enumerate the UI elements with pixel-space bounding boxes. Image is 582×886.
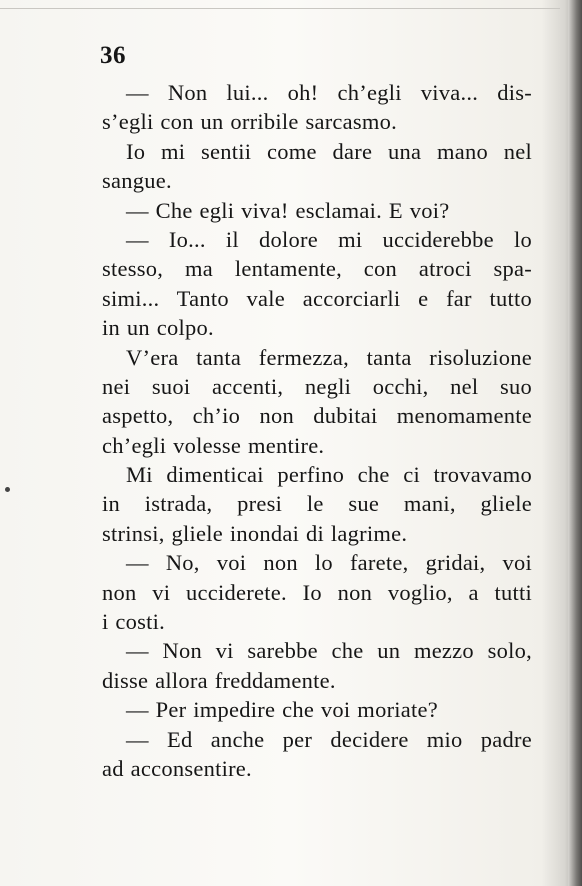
text-line: nei suoi accenti, negli occhi, nel suo: [102, 373, 532, 399]
page-number: 36: [100, 42, 126, 69]
text-line: sangue.: [102, 168, 172, 194]
text-line: Mi dimenticai perfino che ci trovavamo: [126, 462, 532, 488]
text-line: disse allora freddamente.: [102, 667, 336, 693]
text-line: ad acconsentire.: [102, 755, 252, 781]
text-line: — Non vi sarebbe che un mezzo solo,: [126, 638, 532, 664]
stray-ink-dot: [5, 487, 10, 492]
text-line: — Per impedire che voi moriate?: [126, 697, 439, 723]
text-line: — Che egli viva! esclamai. E voi?: [126, 197, 450, 223]
text-line: — Ed anche per decidere mio padre: [126, 726, 532, 752]
top-rule: [0, 8, 560, 9]
body-text: [102, 78, 532, 783]
text-line: aspetto, ch’io non dubitai menomamente: [102, 403, 532, 429]
text-line: i costi.: [102, 609, 165, 635]
text-line: strinsi, gliele inondai di lagrime.: [102, 520, 408, 546]
text-line: s’egli con un orribile sarcasmo.: [102, 109, 398, 135]
text-line: V’era tanta fermezza, tanta risoluzione: [126, 344, 532, 370]
text-line: non vi ucciderete. Io non voglio, a tutti: [102, 579, 532, 605]
text-line: ch’egli volesse mentire.: [102, 432, 325, 458]
page-gutter-shadow: [568, 0, 582, 886]
text-line: in istrada, presi le sue mani, gliele: [102, 491, 532, 517]
text-line: — Non lui... oh! ch’egli viva... dis-: [126, 80, 532, 105]
text-line: stesso, ma lentamente, con atroci spa-: [102, 256, 532, 282]
text-line: in un colpo.: [102, 315, 214, 341]
text-line: simi... Tanto vale accorciarli e far tutto: [102, 285, 532, 311]
text-line: — Io... il dolore mi ucciderebbe lo: [126, 226, 532, 252]
text-line: Io mi sentii come dare una mano nel: [126, 138, 532, 164]
text-line: — No, voi non lo farete, gridai, voi: [126, 550, 532, 576]
